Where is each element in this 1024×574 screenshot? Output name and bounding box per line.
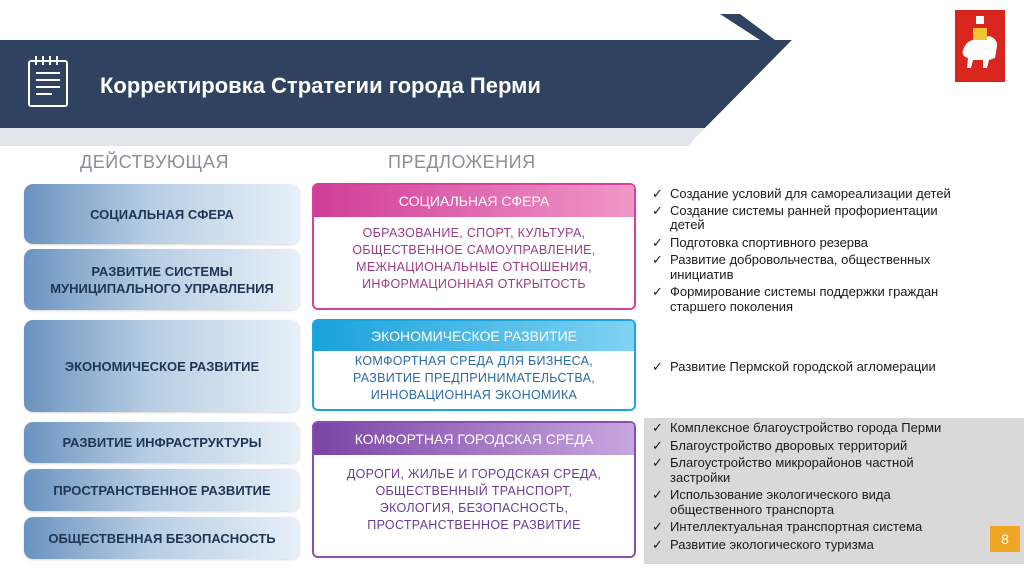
proposal-heading-economic: ЭКОНОМИЧЕСКОЕ РАЗВИТИЕ <box>314 321 634 351</box>
list-item: ✓ Использование экологического вида общественного транспорта <box>652 487 891 517</box>
proposal-line: КОМФОРТНАЯ СРЕДА ДЛЯ БИЗНЕСА, <box>354 354 594 368</box>
check-icon: ✓ <box>652 487 663 502</box>
proposal-line: МЕЖНАЦИОНАЛЬНЫЕ ОТНОШЕНИЯ, <box>356 260 592 274</box>
slide-title: Корректировка Стратегии города Перми <box>100 73 541 98</box>
proposal-card-urban[interactable] <box>312 421 636 558</box>
check-icon: ✓ <box>652 437 663 453</box>
proposal-line: ОБЩЕСТВЕННОЕ САМОУПРАВЛЕНИЕ, <box>352 243 596 257</box>
check-icon: ✓ <box>652 420 663 435</box>
proposal-card-social[interactable] <box>312 183 636 310</box>
proposal-line: ДОРОГИ, ЖИЛЬЕ И ГОРОДСКАЯ СРЕДА, <box>346 467 602 481</box>
list-item: ✓ Интеллектуальная транспортная система <box>652 519 923 534</box>
check-icon: ✓ <box>652 536 663 552</box>
check-icon: ✓ <box>652 252 663 267</box>
check-icon: ✓ <box>652 234 663 250</box>
proposal-line: ЭКОЛОГИЯ, БЕЗОПАСНОСТЬ, <box>379 501 569 515</box>
list-item: ✓ Развитие экологического туризма <box>652 536 874 552</box>
proposal-line: ПРОСТРАНСТВЕННОЕ РАЗВИТИЕ <box>367 518 581 532</box>
list-item: ✓ Развитие Пермской городской агломерации <box>652 359 936 374</box>
check-icon: ✓ <box>652 359 663 374</box>
check-icon: ✓ <box>652 284 663 299</box>
page-number-badge: 8 <box>990 526 1020 552</box>
check-icon: ✓ <box>652 519 663 534</box>
proposals-column-heading: ПРЕДЛОЖЕНИЯ <box>388 152 536 172</box>
proposal-heading-urban: КОМФОРТНАЯ ГОРОДСКАЯ СРЕДА <box>314 423 634 455</box>
current-item-infrastructure[interactable]: РАЗВИТИЕ ИНФРАСТРУКТУРЫ <box>24 422 300 463</box>
current-item-economic[interactable]: ЭКОНОМИЧЕСКОЕ РАЗВИТИЕ <box>24 320 300 412</box>
current-item-municipal-management[interactable]: РАЗВИТИЕ СИСТЕМЫ МУНИЦИПАЛЬНОГО УПРАВЛЕНИЯ <box>24 249 300 310</box>
proposal-body-urban <box>314 466 634 534</box>
list-item: ✓ Создание условий для самореализации детей <box>652 186 951 201</box>
perm-coat-of-arms-icon <box>955 10 1005 82</box>
economic-measures-list <box>650 360 995 375</box>
current-item-spatial[interactable]: ПРОСТРАНСТВЕННОЕ РАЗВИТИЕ <box>24 469 300 511</box>
current-item-social[interactable]: СОЦИАЛЬНАЯ СФЕРА <box>24 184 300 244</box>
list-item: ✓ Формирование системы поддержки граждан старшего поколения <box>652 284 939 314</box>
current-column-heading: ДЕЙСТВУЮЩАЯ <box>80 152 229 172</box>
list-item: ✓ Развитие добровольчества, общественных инициатив <box>652 252 931 282</box>
proposal-line: ИННОВАЦИОННАЯ ЭКОНОМИКА <box>370 388 578 402</box>
proposal-heading-social: СОЦИАЛЬНАЯ СФЕРА <box>314 185 634 217</box>
proposal-line: ИНФОРМАЦИОННАЯ ОТКРЫТОСТЬ <box>362 277 586 291</box>
list-item: ✓ Комплексное благоустройство города Перми <box>652 420 942 435</box>
check-icon: ✓ <box>652 186 663 201</box>
current-item-public-safety[interactable]: ОБЩЕСТВЕННАЯ БЕЗОПАСНОСТЬ <box>24 517 300 559</box>
proposal-line: ОБЩЕСТВЕННЫЙ ТРАНСПОРТ, <box>375 484 573 498</box>
proposal-card-economic[interactable] <box>312 319 636 411</box>
list-item: ✓ Благоустройство дворовых территорий <box>652 437 908 453</box>
list-item: ✓ Создание системы ранней профориентации детей <box>652 202 938 232</box>
proposal-line: РАЗВИТИЕ ПРЕДПРИНИМАТЕЛЬСТВА, <box>352 371 595 385</box>
proposal-body-economic <box>314 353 634 404</box>
check-icon: ✓ <box>652 202 663 218</box>
proposal-line: ОБРАЗОВАНИЕ, СПОРТ, КУЛЬТУРА, <box>362 226 586 240</box>
urban-measures-list <box>650 421 995 552</box>
document-icon <box>27 56 69 108</box>
list-item: ✓ Подготовка спортивного резерва <box>652 234 869 250</box>
social-measures-list <box>650 187 995 314</box>
proposal-body-social <box>314 225 634 293</box>
list-item: ✓ Благоустройство микрорайонов частной застройки <box>652 455 914 485</box>
check-icon: ✓ <box>652 455 663 470</box>
